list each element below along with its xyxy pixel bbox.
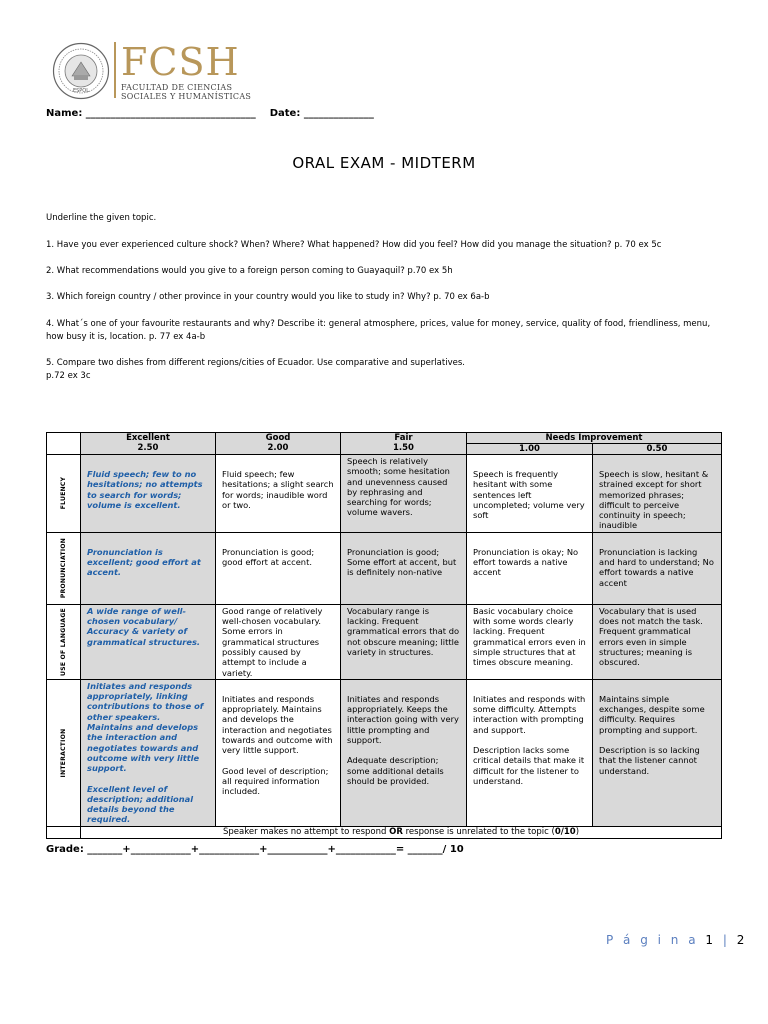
page-current: 1: [705, 933, 717, 947]
fluency-good: Fluid speech; few hesitations; a slight search for words; inaudible word or two.: [216, 455, 341, 533]
page-separator: |: [716, 933, 737, 947]
header-excellent: [81, 433, 216, 455]
pronunciation-needs-a: Pronunciation is okay; No effort towards a native accent: [467, 532, 593, 604]
svg-text:ESPOL: ESPOL: [72, 88, 90, 94]
header-needs-score-b: 0.50: [593, 444, 722, 455]
criterion-pronunciation: [47, 532, 81, 604]
footer-text-post: response is unrelated to the topic (: [402, 826, 555, 837]
logo-divider: [114, 42, 116, 98]
topic-4[interactable]: 4. What´s one of your favourite restaurants and why? Describe it: general atmosphere, prices, value for money, service, quality of food, friendliness, menu, how busy it is, location. p. 77 ex 4a-b: [46, 319, 711, 342]
pronunciation-excellent: Pronunciation is excellent; good effort at accent.: [81, 532, 216, 604]
interaction-excellent: [81, 679, 216, 826]
topic-5-reference: p.72 ex 3c: [46, 371, 91, 381]
interaction-needs-a: [467, 679, 593, 826]
header-fair: [341, 433, 467, 455]
cell-paragraph: Good level of description; all required information included.: [222, 765, 329, 797]
fluency-needs-b: Speech is slow, hesitant & strained except for short memorized phrases; difficult to perceive continuity in speech; inaudible: [593, 455, 722, 533]
page-total: 2: [736, 933, 748, 947]
topic-1[interactable]: 1. Have you ever experienced culture shock? When? Where? What happened? How did you feel? How did you manage the situation? p. 70 ex 5c: [46, 240, 662, 250]
topic-2[interactable]: 2. What recommendations would you give to a foreign person coming to Guayaquil? p.70 ex 5h: [46, 266, 453, 276]
pronunciation-fair: Pronunciation is good; Some effort at accent, but is definitely non-native: [341, 532, 467, 604]
language-needs-b: Vocabulary that is used does not match the task. Frequent grammatical errors even in simple structures; meaning is obscured.: [593, 604, 722, 679]
interaction-good: [216, 679, 341, 826]
criterion-interaction-label: INTERACTION: [59, 728, 67, 778]
language-excellent: A wide range of well-chosen vocabulary/ Accuracy & variety of grammatical structures.: [81, 604, 216, 679]
cell-paragraph: Maintains simple exchanges, despite some difficulty. Requires prompting and support.: [599, 693, 705, 735]
header-needs-improvement: Needs Improvement: [467, 433, 722, 444]
criterion-pronunciation-label: PRONUNCIATION: [59, 538, 67, 599]
rubric-corner-cell: [47, 433, 81, 455]
rubric-footer-note: [81, 826, 722, 838]
rubric-row-interaction: [47, 679, 722, 826]
instruction-text: Underline the given topic.: [46, 213, 157, 223]
rubric-row-fluency: [47, 455, 722, 533]
footer-text-end: ): [575, 826, 580, 837]
pronunciation-good: Pronunciation is good; good effort at accent.: [216, 532, 341, 604]
cell-paragraph: Description is so lacking that the listener cannot understand.: [599, 745, 700, 776]
rubric-header-row: [47, 433, 722, 444]
header-good-label: Good: [265, 433, 291, 443]
footer-score: 0/10: [554, 826, 576, 837]
cell-paragraph: Description lacks some critical details that make it difficult for the listener to understand.: [473, 745, 585, 786]
header-good: [216, 433, 341, 455]
header-needs-score-a: 1.00: [467, 444, 593, 455]
fluency-needs-a: Speech is frequently hesitant with some sentences left uncompleted; volume very soft: [467, 455, 593, 533]
university-seal-icon: [52, 42, 110, 100]
criterion-fluency-label: FLUENCY: [59, 477, 67, 510]
rubric-footer-row: [47, 826, 722, 838]
fluency-fair: Speech is relatively smooth; some hesitation and unevenness caused by rephrasing and searching for words; volume wavers.: [341, 455, 467, 533]
grade-line[interactable]: Grade: _______+____________+____________+____________+____________= _______/ 10: [46, 844, 464, 855]
header-excellent-score: 2.50: [137, 443, 159, 453]
footer-text-pre: Speaker makes no attempt to respond: [222, 826, 390, 837]
logo-subtitle-line1: FACULTAD DE CIENCIAS: [121, 83, 233, 92]
page-number: [606, 933, 747, 947]
interaction-fair: [341, 679, 467, 826]
rubric-table: [46, 432, 722, 839]
cell-paragraph: Initiates and responds appropriately. Maintains and develops the interaction and negotiates towards and outcome with very little support.: [222, 693, 333, 756]
faculty-logo-subtitle: [121, 83, 251, 101]
language-fair: Vocabulary range is lacking. Frequent grammatical errors that do not obscure meaning; little variety in structures.: [341, 604, 467, 679]
topic-3[interactable]: 3. Which foreign country / other province in your country would you like to study in? Why? p. 70 ex 6a-b: [46, 292, 490, 302]
page-label: P á g i n a: [606, 933, 706, 947]
fluency-excellent: Fluid speech; few to no hesitations; no attempts to search for words; volume is excellent.: [81, 455, 216, 533]
language-needs-a: Basic vocabulary choice with some words clearly lacking. Frequent grammatical errors even in simple structures that at times obscure meaning.: [467, 604, 593, 679]
rubric-row-pronunciation: [47, 532, 722, 604]
header-fair-label: Fair: [394, 433, 413, 443]
footer-blank-cell: [47, 826, 81, 838]
rubric-row-use-of-language: [47, 604, 722, 679]
header-good-score: 2.00: [267, 443, 289, 453]
pronunciation-needs-b: Pronunciation is lacking and hard to understand; No effort towards a native accent: [593, 532, 722, 604]
logo-subtitle-line2: SOCIALES Y HUMANÍSTICAS: [121, 92, 252, 101]
interaction-needs-b: [593, 679, 722, 826]
criterion-interaction: [47, 679, 81, 826]
cell-paragraph: Initiates and responds with some difficulty. Attempts interaction with prompting and support.: [473, 693, 586, 735]
language-good: Good range of relatively well-chosen vocabulary. Some errors in grammatical structures possibly caused by attempt to include a variety.: [216, 604, 341, 679]
header-excellent-label: Excellent: [126, 433, 170, 443]
cell-paragraph: Excellent level of description; additional details beyond the required.: [87, 783, 194, 825]
header-fair-score: 1.50: [393, 443, 414, 453]
criterion-use-of-language: [47, 604, 81, 679]
cell-paragraph: Initiates and responds appropriately. Keeps the interaction going with very little prompting and support.: [347, 693, 459, 746]
criterion-fluency: [47, 455, 81, 533]
footer-text-or: OR: [389, 826, 403, 837]
faculty-logo-acronym: FCSH: [121, 40, 240, 84]
topic-5[interactable]: 5. Compare two dishes from different regions/cities of Ecuador. Use comparative and superlatives.: [46, 358, 465, 368]
cell-paragraph: Adequate description; some additional details should be provided.: [347, 755, 444, 786]
criterion-use-of-language-label: USE OF LANGUAGE: [59, 607, 67, 676]
page-title: ORAL EXAM - MIDTERM: [292, 154, 476, 172]
name-date-line[interactable]: Name: __________________________________ Date: ______________: [46, 108, 374, 119]
cell-paragraph: Initiates and responds appropriately, linking contributions to those of other speakers. Maintains and develops the interaction and negotiates towards and outcome with very little support.: [87, 680, 204, 774]
